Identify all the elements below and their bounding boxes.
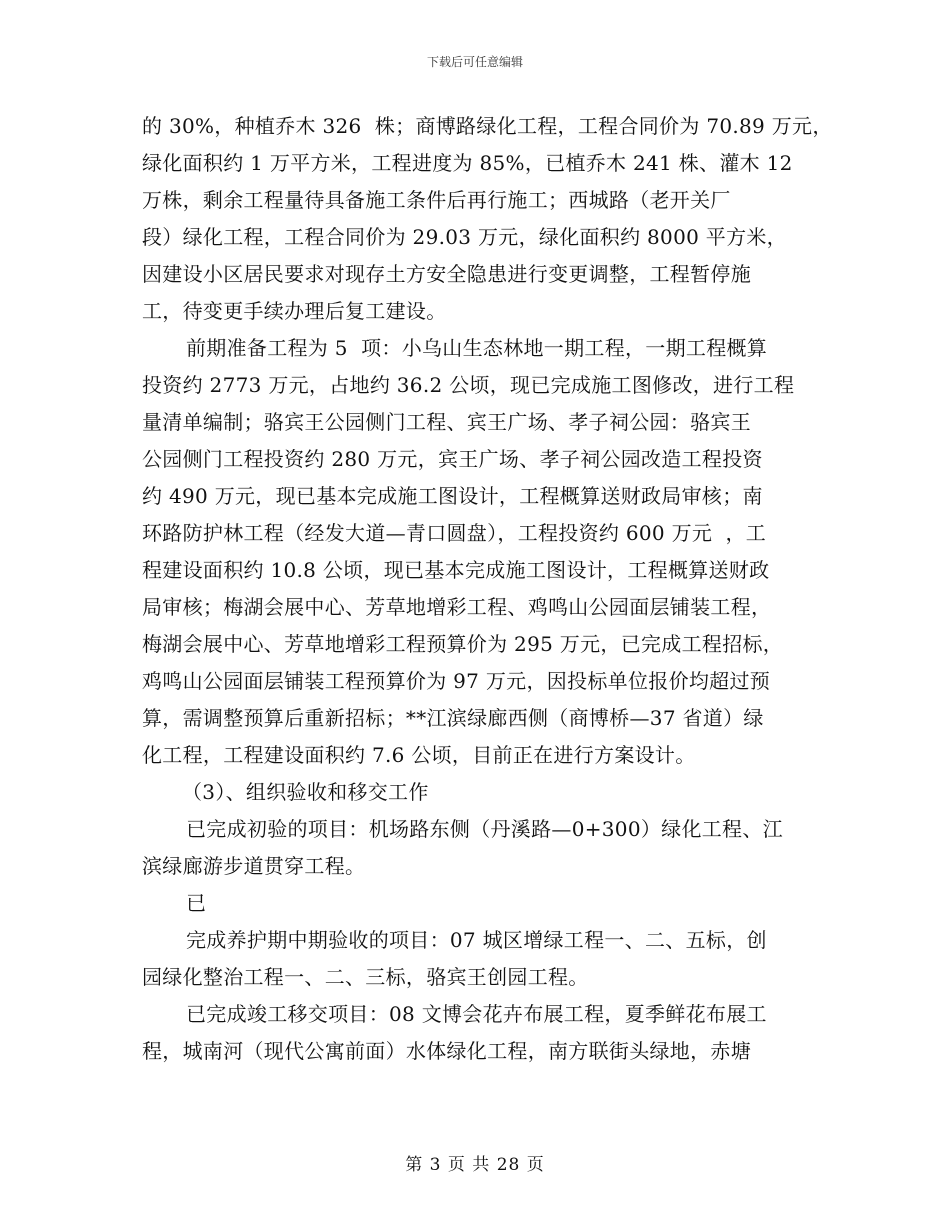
body-line: 工，待变更手续办理后复工建设。	[142, 299, 447, 323]
body-line: 万株，剩余工程量待具备施工条件后再行施工；西城路（老开关厂	[142, 188, 731, 212]
body-line: 因建设小区居民要求对现存土方安全隐患进行变更调整，工程暂停施	[142, 262, 751, 286]
paragraph-start-line: 已完成初验的项目：机场路东侧（丹溪路—0+300）绿化工程、江	[186, 817, 783, 841]
page-number-footer: 第 3 页 共 28 页	[405, 1155, 545, 1175]
body-line: 化工程，工程建设面积约 7.6 公顷，目前正在进行方案设计。	[142, 743, 696, 767]
body-line: 投资约 2773 万元，占地约 36.2 公顷，现已完成施工图修改，进行工程	[142, 373, 795, 397]
body-line: 鸡鸣山公园面层铺装工程预算价为 97 万元，因投标单位报价均超过预	[142, 669, 771, 693]
body-line: 绿化面积约 1 万平方米，工程进度为 85%，已植乔木 241 株、灌木 12	[142, 151, 793, 175]
body-line: 滨绿廊游步道贯穿工程。	[142, 854, 366, 878]
body-line: 的 30%，种植乔木 326 株；商博路绿化工程，工程合同价为 70.89 万元，	[142, 114, 833, 138]
body-line: 段）绿化工程，工程合同价为 29.03 万元，绿化面积约 8000 平方米，	[142, 225, 787, 249]
body-line: 约 490 万元，现已基本完成施工图设计，工程概算送财政局审核；南	[142, 484, 763, 508]
paragraph-start-line: 前期准备工程为 5 项：小乌山生态林地一期工程，一期工程概算	[186, 336, 768, 360]
body-line: 量清单编制；骆宾王公园侧门工程、宾王广场、孝子祠公园：骆宾王	[142, 410, 751, 434]
body-line: 环路防护林工程（经发大道—青口圆盘），工程投资约 600 万元 ，工	[142, 521, 767, 545]
body-line: 程，城南河（现代公寓前面）水体绿化工程，南方联街头绿地，赤塘	[142, 1039, 751, 1063]
body-line: 公园侧门工程投资约 280 万元，宾王广场、孝子祠公园改造工程投资	[142, 447, 763, 471]
document-body	[142, 108, 842, 1070]
body-line: 梅湖会展中心、芳草地增彩工程预算价为 295 万元，已完成工程招标，	[142, 632, 784, 656]
body-line: 程建设面积约 10.8 公顷，现已基本完成施工图设计，工程概算送财政	[142, 558, 770, 582]
section-heading: （3）、组织验收和移交工作	[182, 780, 429, 804]
paragraph-start-line: 已完成竣工移交项目：08 文博会花卉布展工程，夏季鲜花布展工	[186, 1002, 767, 1026]
body-line: 局审核；梅湖会展中心、芳草地增彩工程、鸡鸣山公园面层铺装工程，	[142, 595, 772, 619]
body-line: 算，需调整预算后重新招标；**江滨绿廊西侧（商博桥—37 省道）绿	[142, 706, 764, 730]
paragraph-start-line: 已	[186, 891, 207, 915]
body-line: 园绿化整治工程一、二、三标，骆宾王创园工程。	[142, 965, 589, 989]
paragraph-start-line: 完成养护期中期验收的项目：07 城区增绿工程一、二、五标，创	[186, 928, 767, 952]
page-header: 下载后可任意编辑	[426, 55, 523, 69]
